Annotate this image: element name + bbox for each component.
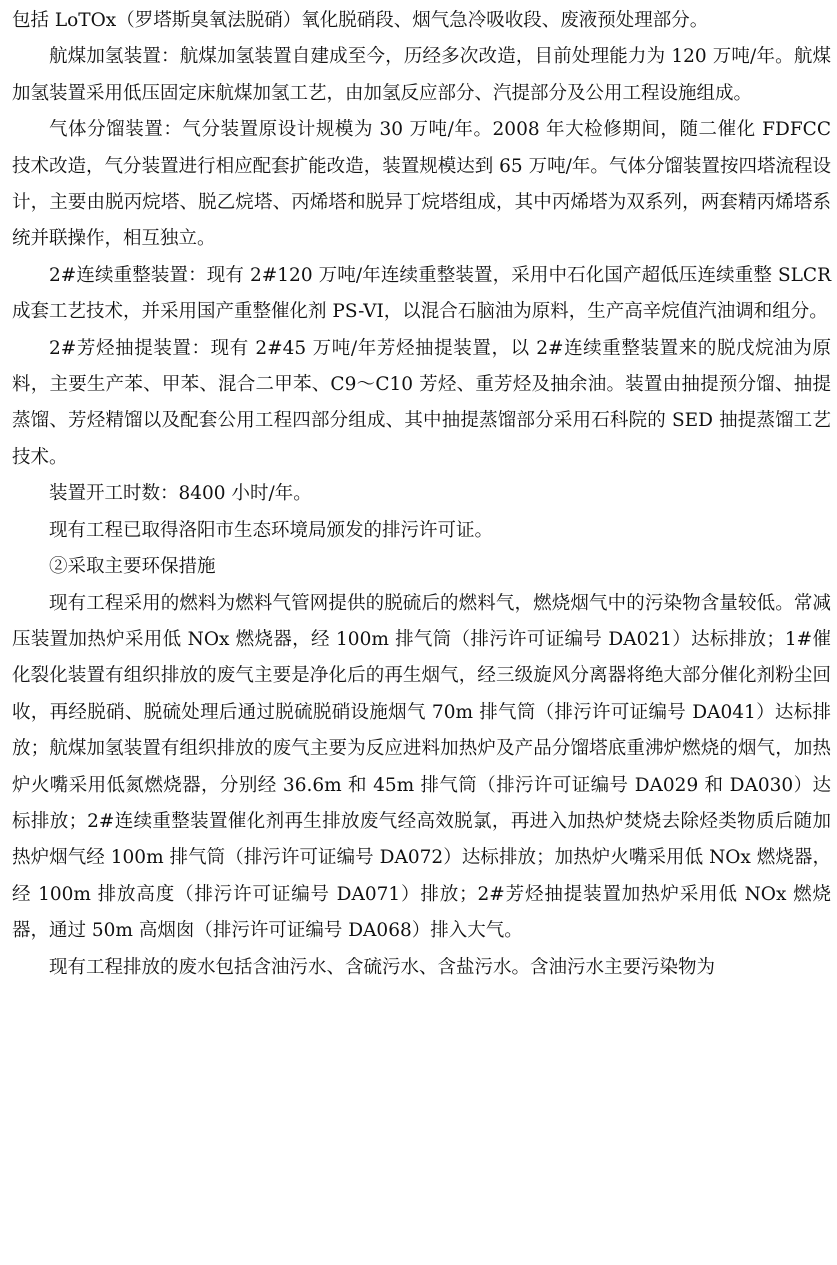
paragraph-lotox-continuation: 包括 LoTOx（罗塔斯臭氧法脱硝）氧化脱硝段、烟气急冷吸收段、废液预处理部分。 — [12, 10, 709, 31]
paragraph-continuous-reforming: 2#连续重整装置：现有 2#120 万吨/年连续重整装置，采用中石化国产超低压连续重整 SLCR 成套工艺技术，并采用国产重整催化剂 PS-VI，以混合石脑油为原料，生产高辛烷值汽油调和组分。 — [12, 264, 831, 323]
paragraph-gas-fractionation: 气体分馏装置：气分装置原设计规模为 30 万吨/年。2008 年大检修期间，随二催化 FDFCC 技术改造，气分装置进行相应配套扩能改造，装置规模达到 65 万吨/年。气体分馏装置按四塔流程设计，主要由脱丙烷塔、脱乙烷塔、丙烯塔和脱异丁烷塔组成，其中丙烯塔为双系列，两套精丙烯塔系统并联操作，相互独立。 — [12, 119, 831, 250]
paragraph-waste-gas-measures: 现有工程采用的燃料为燃料气管网提供的脱硫后的燃料气，燃烧烟气中的污染物含量较低。常减压装置加热炉采用低 NOx 燃烧器，经 100m 排气筒（排污许可证编号 DA021）达标排放；1#催化裂化装置有组织排放的废气主要是净化后的再生烟气，经三级旋风分离器将绝大部分催化剂粉尘回收，再经脱硝、脱硫处理后通过脱硫脱硝设施烟气 70m 排气筒（排污许可证编号 DA041）达标排放；航煤加氢装置有组织排放的废气主要为反应进料加热炉及产品分馏塔底重沸炉燃烧的烟气，加热炉火嘴采用低氮燃烧器，分别经 36.6m 和 45m 排气筒（排污许可证编号 DA029 和 DA030）达标排放；2#连续重整装置催化剂再生排放废气经高效脱氯，再进入加热炉焚烧去除烃类物质后随加热炉烟气经 100m 排气筒（排污许可证编号 DA072）达标排放；加热炉火嘴采用低 NOx 燃烧器，经 100m 排放高度（排污许可证编号 DA071）排放；2#芳烃抽提装置加热炉采用低 NOx 燃烧器，通过 50m 高烟囱（排污许可证编号 DA068）排入大气。 — [12, 592, 831, 942]
paragraph-discharge-permit: 现有工程已取得洛阳市生态环境局颁发的排污许可证。 — [49, 519, 494, 541]
paragraph-jet-fuel-hydrogenation: 航煤加氢装置：航煤加氢装置自建成至今，历经多次改造，目前处理能力为 120 万吨/年。航煤加氢装置采用低压固定床航煤加氢工艺，由加氢反应部分、汽提部分及公用工程设施组成。 — [12, 46, 831, 104]
section-heading-environmental-measures: ②采取主要环保措施 — [49, 556, 216, 578]
paragraph-operating-hours: 装置开工时数：8400 小时/年。 — [49, 483, 312, 505]
paragraph-wastewater: 现有工程排放的废水包括含油污水、含硫污水、含盐污水。含油污水主要污染物为 — [49, 956, 716, 978]
paragraph-aromatics-extraction: 2#芳烃抽提装置：现有 2#45 万吨/年芳烃抽提装置，以 2#连续重整装置来的脱戊烷油为原料，主要生产苯、甲苯、混合二甲苯、C9～C10 芳烃、重芳烃及抽余油。装置由抽提预分馏、抽提蒸馏、芳烃精馏以及配套公用工程四部分组成、其中抽提蒸馏部分采用石科院的 SED 抽提蒸馏工艺技术。 — [12, 337, 831, 468]
